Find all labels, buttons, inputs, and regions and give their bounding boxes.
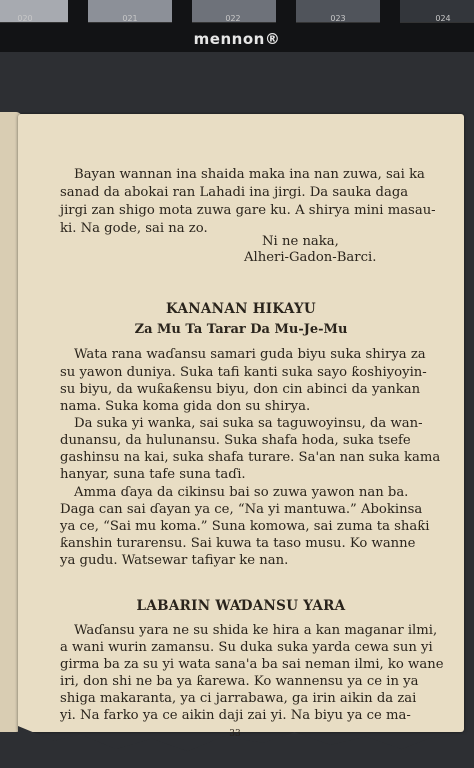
story-line: dunansu, da hulunansu. Suka shafa hoda, suka tsefe — [60, 433, 411, 448]
story-line: ya ce, “Sai mu koma.” Suna komowa, sai zuma ta shaƙi — [60, 519, 430, 534]
story2-line: yi. Na farko ya ce aikin daji zai yi. Na biyu ya ce ma- — [60, 708, 411, 723]
letter-line: jirgi zan shigo mota zuwa gare ku. A shirya mini masau- — [60, 203, 436, 218]
story-line: su yawon duniya. Suka tafi kanti suka sayo ƙoshiyoyin- — [60, 365, 427, 380]
story-line: Daga can sai ɗayan ya ce, “Na yi mantuwa.” Abokinsa — [60, 502, 423, 517]
story-line: su biyu, da wuƙaƙensu biyu, don cin abinci da yankan — [60, 382, 421, 397]
story-line: ƙanshin turarensu. Sai kuwa ta taso musu. Ko wanne — [60, 536, 416, 551]
story2-line: Waɗansu yara ne su shida ke hira a kan maganar ilmi, — [74, 623, 438, 638]
story-line: hanyar, suna tafe suna taɗi. — [60, 467, 246, 482]
story2-line: iri, don shi ne ba ya ƙarewa. Ko wannensu ya ce in ya — [60, 674, 419, 689]
letter-line: sanad da abokai ran Lahadi ina jirgi. Da sauka daga — [60, 185, 409, 200]
story-line: Wata rana waɗansu samari guda biyu suka shirya za — [74, 347, 426, 362]
color-calibration-strip — [0, 0, 474, 52]
story2-line: a wani wurin zamansu. Su duka suka yarda cewa sun yi — [60, 640, 433, 655]
swatch-label-021: 021 — [122, 14, 138, 23]
swatch-label-022: 022 — [225, 14, 241, 23]
swatch-label-023: 023 — [330, 14, 346, 23]
story-subtitle: Za Mu Ta Tarar Da Mu-Je-Mu — [134, 322, 348, 337]
letter-line: ki. Na gode, sai na zo. — [60, 221, 208, 236]
story-line: ya gudu. Watsewar tafiyar ke nan. — [60, 553, 289, 568]
story-line: nama. Suka koma gida don su shirya. — [60, 399, 311, 414]
letter-line: Bayan wannan ina shaida maka ina nan zuwa, sai ka — [74, 167, 425, 182]
story-line: Amma ɗaya da cikinsu bai so zuwa yawon nan ba. — [74, 485, 409, 500]
letter-signature: Alheri-Gadon-Barci. — [244, 250, 377, 265]
story2-title: LABARIN WAƊANSU YARA — [136, 598, 346, 614]
story2-line: shiga makaranta, ya ci jarrabawa, ga irin aikin da zai — [60, 691, 417, 706]
brand-logo: mennon® — [193, 30, 281, 48]
swatch-label-024: 024 — [435, 14, 451, 23]
swatch-label-020: 020 — [17, 14, 33, 23]
story-title: KANANAN HIKAYU — [166, 301, 316, 317]
page-number: 33 — [229, 729, 241, 739]
letter-closing: Ni ne naka, — [262, 234, 339, 249]
story-line: Da suka yi wanka, sai suka sa taguwoyinsu, da wan- — [74, 416, 423, 431]
story-line: gashinsu na kai, suka shafa turare. Sa'an nan suka kama — [60, 450, 441, 465]
story2-line: girma ba za su yi wata sana'a ba sai neman ilmi, ko wane — [60, 657, 444, 672]
